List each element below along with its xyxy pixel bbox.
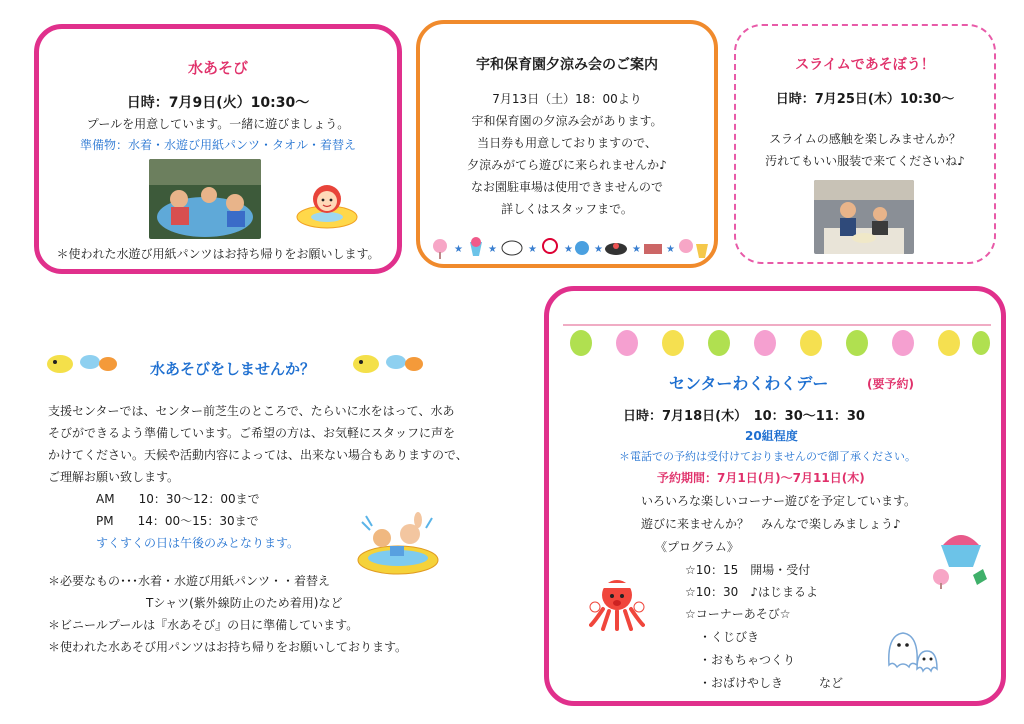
yusuzumi-line-6: 詳しくはスタッフまで。 (501, 202, 633, 216)
svg-text:★: ★ (666, 244, 675, 255)
slime-line-2: 汚れてもいい服装で来てくださいね♪ (765, 154, 965, 168)
slime-line-1: スライムの感触を楽しみませんか？ (769, 132, 961, 146)
program-title: 《プログラム》 (655, 540, 739, 554)
waterplay-line-2: そびができるよう準備しています。ご希望の方は、お気軽にスタッフに声を (48, 426, 456, 440)
fish-goggle-icon-right (350, 350, 426, 376)
waterplay-note-1: ＊ビニールプールは『水あそび』の日に準備しています。 (48, 618, 359, 632)
svg-text:★: ★ (528, 244, 537, 255)
waterplay-title: 水あそびをしませんか？ (150, 360, 316, 378)
slime-title: スライムであそぼう！ (795, 57, 935, 73)
svg-text:★: ★ (454, 244, 463, 255)
shaved-ice-icon (929, 525, 993, 589)
octopus-icon (589, 577, 645, 631)
yusuzumi-line-4: 夕涼みがてら遊びに来られませんか♪ (467, 158, 667, 172)
waku-phone-note: ＊電話での予約は受付けておりませんので御了承ください。 (619, 450, 916, 463)
yusuzumi-line-1: 7月13日（土）18：00より (492, 92, 642, 106)
waterplay-line-4: ご理解お願い致します。 (48, 470, 180, 484)
waterplay-note-2: ＊使われた水あそび用パンツはお持ち帰りをお願いしております。 (48, 640, 408, 654)
svg-text:★: ★ (594, 244, 603, 255)
mizuasobi-datetime: 日時：7月9日(火）10:30～ (126, 95, 310, 111)
yusuzumi-line-5: なお園駐車場は使用できませんので (470, 180, 663, 194)
ghost-icon (881, 625, 941, 673)
swim-ring-girl-icon (295, 177, 359, 231)
yusuzumi-line-2: 宇和保育園の夕涼み会があります。 (471, 114, 663, 128)
mizuasobi-title: 水あそび (187, 59, 248, 77)
waterplay-am: AM 10：30～12：00まで (96, 492, 260, 506)
program-item-1: ☆10：15 開場・受付 (685, 563, 811, 577)
mizuasobi-items: 準備物：水着・水遊び用紙パンツ・タオル・着替え (79, 138, 356, 152)
program-item-3: ☆コーナーあそび☆ (685, 607, 791, 621)
waku-reserve: (要予約) (867, 377, 914, 391)
waterplay-line-1: 支援センターでは、センター前芝生のところで、たらいに水をはって、水あ (48, 404, 455, 418)
svg-text:★: ★ (632, 244, 641, 255)
slime-panel (734, 24, 996, 264)
mizuasobi-desc: プールを用意しています。一緒に遊びましょう。 (86, 117, 350, 131)
slime-photo (814, 180, 914, 254)
slime-datetime: 日時：7月25日(木）10:30～ (775, 92, 955, 107)
mizuasobi-note: ＊使われた水遊び用紙パンツはお持ち帰りをお願いします。 (56, 247, 380, 261)
program-item-2: ☆10：30 ♪はじまるよ (685, 585, 818, 599)
corner-item-2: ・おもちゃつくり (699, 653, 796, 667)
corner-item-3: ・おばけやしき など (699, 676, 844, 690)
pool-photo (149, 159, 261, 239)
yusuzumi-panel (416, 20, 718, 268)
waterplay-sukusuku: すくすくの日は午後のみとなります。 (96, 536, 300, 550)
svg-text:★: ★ (564, 244, 573, 255)
yusuzumi-title: 宇和保育園夕涼み会のご案内 (476, 57, 658, 73)
fish-goggle-icon-left (44, 350, 120, 376)
waku-desc-2: 遊びに来ませんか？ みんなで楽しみましょう♪ (641, 517, 901, 531)
mizuasobi-panel (34, 24, 402, 274)
yusuzumi-line-3: 当日券も用意しておりますので、 (477, 136, 657, 150)
corner-item-1: ・くじびき (699, 630, 760, 644)
svg-text:★: ★ (488, 244, 497, 255)
waku-period: 予約期間：7月1日(月)～7月11日(木) (657, 471, 865, 485)
waku-desc-1: いろいろな楽しいコーナー遊びを予定しています。 (641, 494, 917, 508)
waku-groups: 20組程度 (745, 429, 798, 443)
waterplay-line-3: かけてください。天候や活動内容によっては、出来ない場合もありますので、 (48, 448, 468, 462)
kids-pool-icon (352, 512, 444, 578)
waterplay-pm: PM 14：00～15：30まで (96, 514, 259, 528)
waku-title: センターわくわくデー (669, 374, 829, 393)
waku-panel (544, 286, 1006, 706)
lantern-garland-icon (563, 319, 991, 363)
waku-datetime: 日時：7月18日(木） 10：30～11：30 (623, 409, 865, 424)
waterplay-needs-2: Tシャツ(紫外線防止のため着用)など (146, 596, 343, 610)
festival-food-icons (430, 236, 710, 260)
waterplay-needs-1: ＊必要なもの･･･水着・水遊び用紙パンツ・・着替え (48, 574, 331, 588)
waterplay-section (0, 340, 540, 670)
